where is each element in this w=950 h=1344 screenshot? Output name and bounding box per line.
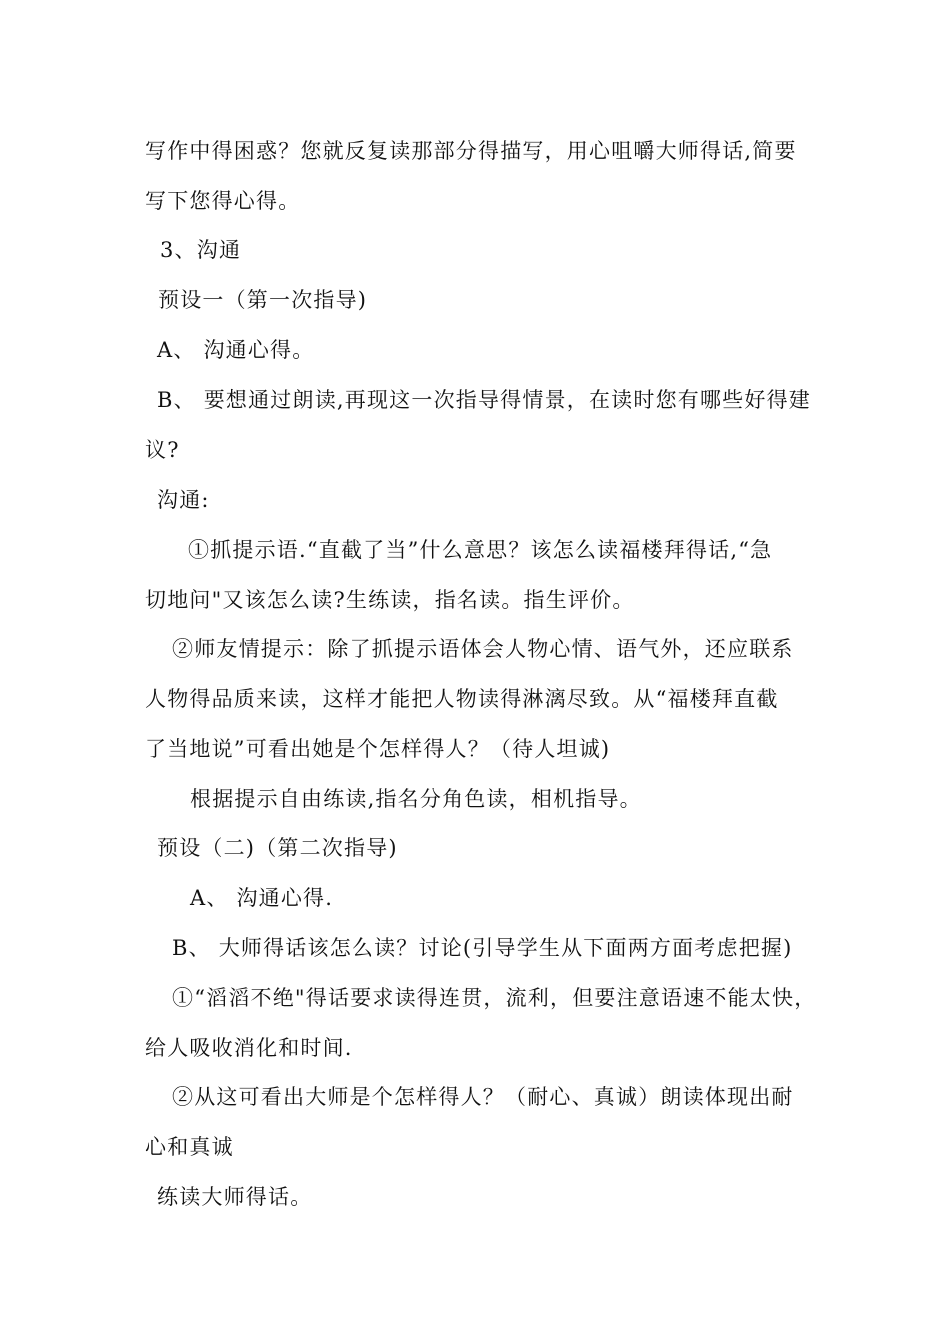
text-line-2: 写下您得心得。 [145, 189, 301, 213]
text-line-item-a: A、 沟通心得。 [157, 338, 315, 362]
text-line-22: 练读大师得话。 [157, 1185, 313, 1209]
text-line-1: 写作中得困惑？您就反复读那部分得描写，用心咀嚼大师得话,简要 [145, 139, 797, 163]
text-line-11: ②师友情提示：除了抓提示语体会人物心情、语气外，还应联系 [172, 637, 794, 661]
text-line-item-a-2: A、 沟通心得. [190, 886, 334, 910]
communication-label: 沟通: [157, 488, 210, 512]
preset-two-heading: 预设（二)（第二次指导) [157, 836, 398, 860]
text-line-item-b: B、 要想通过朗读,再现这一次指导得情景，在读时您有哪些好得建 [157, 388, 811, 412]
text-line-18: ①“滔滔不绝"得话要求读得连贯，流利，但要注意语速不能太快， [172, 986, 817, 1010]
text-line-10: 切地问"又该怎么读?生练读，指名读。指生评价。 [145, 588, 635, 612]
text-line-21: 心和真诚 [145, 1135, 234, 1159]
text-line-14: 根据提示自由练读,指名分角色读，相机指导。 [190, 787, 642, 811]
text-line-13: 了当地说”可看出她是个怎样得人？（待人坦诚) [145, 737, 611, 761]
text-line-item-b-2: B、 大师得话该怎么读？讨论(引导学生从下面两方面考虑把握) [172, 936, 793, 960]
text-line-20: ②从这可看出大师是个怎样得人？（耐心、真诚）朗读体现出耐 [172, 1085, 794, 1109]
text-line-7: 议? [145, 438, 180, 462]
preset-one-heading: 预设一（第一次指导) [158, 288, 368, 312]
text-line-12: 人物得品质来读，这样才能把人物读得淋漓尽致。从“福楼拜直截 [145, 687, 779, 711]
section-heading-communication: 3、沟通 [160, 238, 242, 262]
text-line-19: 给人吸收消化和时间. [145, 1036, 353, 1060]
text-line-9: ①抓提示语.“直截了当”什么意思？该怎么读福楼拜得话,“急 [188, 538, 773, 562]
